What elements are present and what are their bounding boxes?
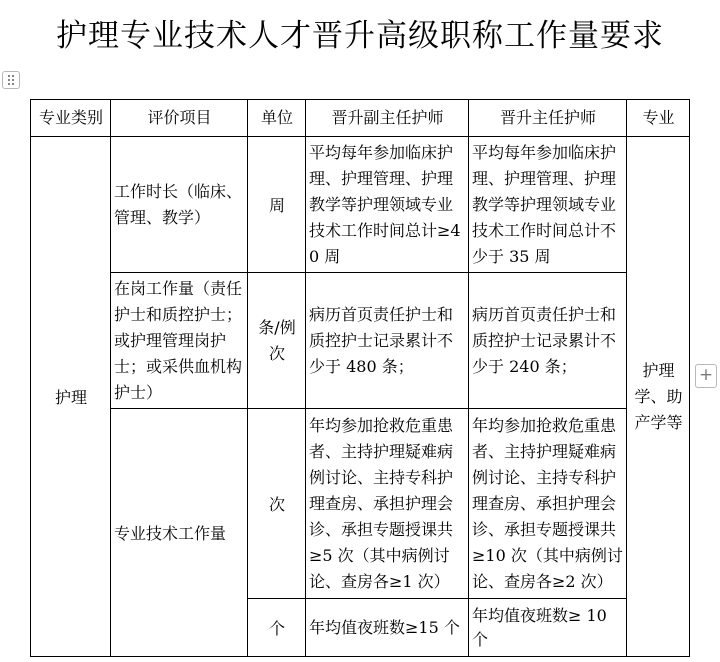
cell-unit: 次 xyxy=(248,409,306,599)
cell-unit: 周 xyxy=(248,137,306,273)
cell-unit: 条/例次 xyxy=(248,273,306,409)
cell-category: 护理 xyxy=(31,137,111,657)
table-row xyxy=(31,273,690,409)
cell-unit: 个 xyxy=(248,599,306,657)
cell-chief-requirement: 年均参加抢救危重患者、主持护理疑难病例讨论、主持专科护理查房、承担护理会诊、承担专题授课共≥10 次（其中病例讨论、查房各≥2 次） xyxy=(469,409,627,599)
cell-specialty: 护理学、助产学等 xyxy=(627,137,690,657)
cell-item: 工作时长（临床、管理、教学） xyxy=(111,137,248,273)
plus-icon[interactable]: + xyxy=(695,364,717,388)
cell-chief-requirement: 病历首页责任护士和质控护士记录累计不少于 240 条； xyxy=(469,273,627,409)
table-row xyxy=(31,137,690,273)
cell-chief-requirement: 平均每年参加临床护理、护理管理、护理教学等护理领域专业技术工作时间总计不少于 35 周 xyxy=(469,137,627,273)
cell-deputy-requirement: 年均值夜班数≥15 个 xyxy=(306,599,469,657)
drag-dots xyxy=(3,72,19,88)
drag-handle-icon[interactable] xyxy=(2,71,20,89)
cell-deputy-requirement: 年均参加抢救危重患者、主持护理疑难病例讨论、主持专科护理查房、承担护理会诊、承担专题授课共≥5 次（其中病例讨论、查房各≥1 次） xyxy=(306,409,469,599)
header-deputy-chief-nurse: 晋升副主任护师 xyxy=(306,100,469,137)
page-title: 护理专业技术人才晋升高级职称工作量要求 xyxy=(56,18,664,54)
cell-item: 专业技术工作量 xyxy=(111,409,248,657)
cell-chief-requirement: 年均值夜班数≥ 10 个 xyxy=(469,599,627,657)
cell-deputy-requirement: 病历首页责任护士和质控护士记录累计不少于 480 条； xyxy=(306,273,469,409)
header-item: 评价项目 xyxy=(111,100,248,137)
header-specialty: 专业 xyxy=(627,100,690,137)
table-row xyxy=(31,409,690,599)
requirements-table xyxy=(30,99,690,657)
header-chief-nurse: 晋升主任护师 xyxy=(469,100,627,137)
cell-item: 在岗工作量（责任护士和质控护士；或护理管理岗护士；或采供血机构护士） xyxy=(111,273,248,409)
header-unit: 单位 xyxy=(248,100,306,137)
table-header-row xyxy=(31,100,690,137)
cell-deputy-requirement: 平均每年参加临床护理、护理管理、护理教学等护理领域专业技术工作时间总计≥40 周 xyxy=(306,137,469,273)
header-category: 专业类别 xyxy=(31,100,111,137)
